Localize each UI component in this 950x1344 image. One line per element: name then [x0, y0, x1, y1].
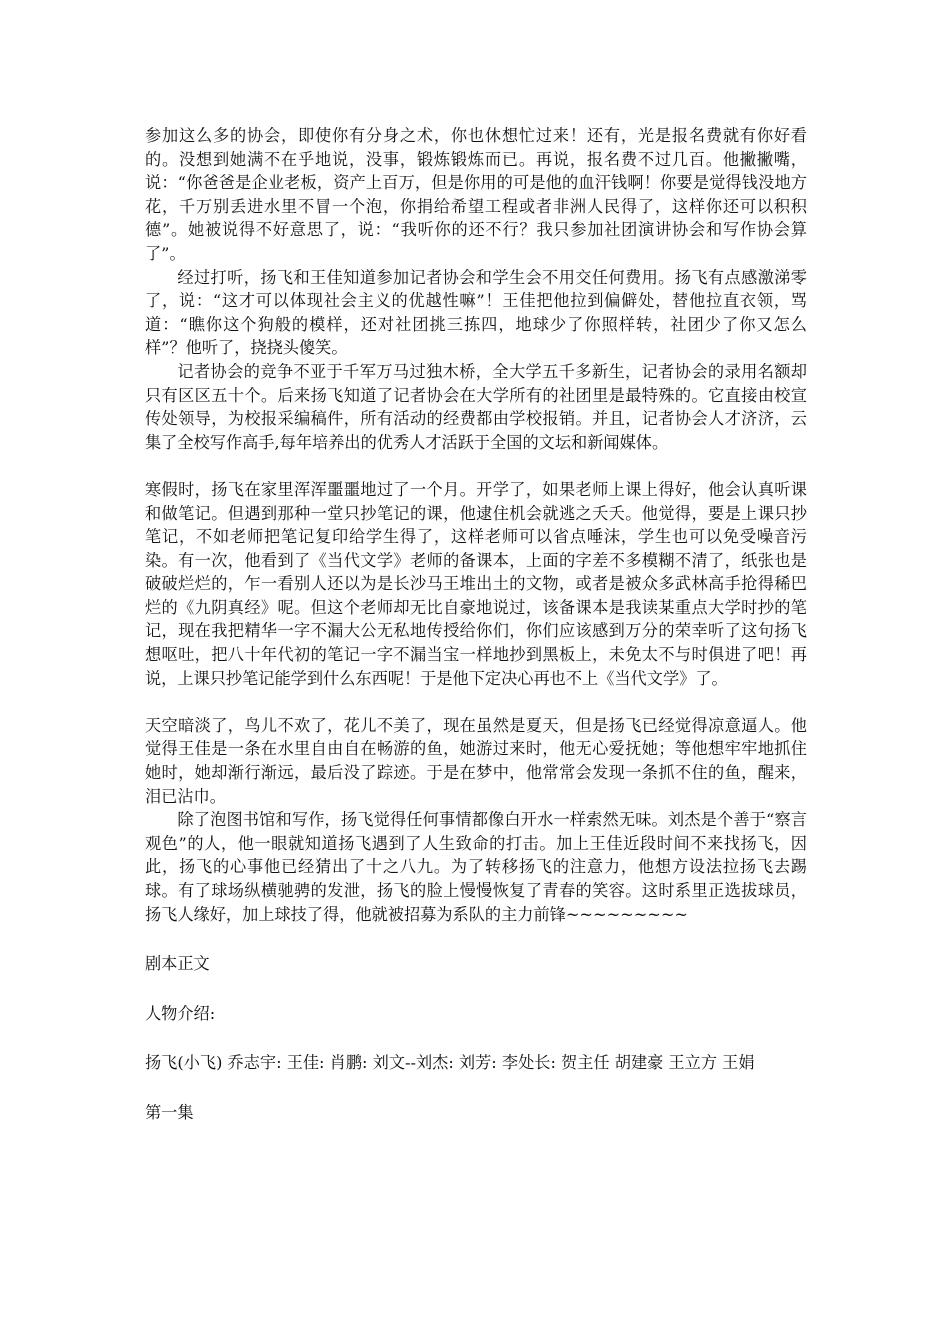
- paragraph-3: 记者协会的竞争不亚于千军万马过独木桥，全大学五千多新生，记者协会的录用名额却只有区区五十个。后来扬飞知道了记者协会在大学所有的社团里是最特殊的。它直接由校宣传处领导，为校报采编稿件，所有活动的经费都由学校报销。并且，记者协会人才济济，云集了全校写作高手,每年培养出的优秀人才活跃于全国的文坛和新闻媒体。: [145, 361, 807, 452]
- document-page: [145, 124, 807, 1125]
- episode-heading: 第一集: [145, 1102, 194, 1122]
- paragraph-4: 寒假时，扬飞在家里浑浑噩噩地过了一个月。开学了，如果老师上课上得好，他会认真听课和做笔记。但遇到那种一堂只抄笔记的课，他逮住机会就逃之夭夭。他觉得，要是上课只抄笔记，不如老师把笔记复印给学生得了，这样老师可以省点唾沫，学生也可以免受噪音污染。有一次，他看到了《当代文学》老师的备课本，上面的字差不多模糊不清了，纸张也是破破烂烂的，乍一看别人还以为是长沙马王堆出土的文物，或者是被众多武林高手抢得稀巴烂的《九阴真经》呢。但这个老师却无比自豪地说过，该备课本是我读某重点大学时抄的笔记，现在我把精华一字不漏大公无私地传授给你们，你们应该感到万分的荣幸听了这句扬飞想呕吐，把八十年代初的笔记一字不漏当宝一样地抄到黑板上，未免太不与时俱进了吧！再说，上课只抄笔记能学到什么东西呢！于是他下定决心再也不上《当代文学》了。: [145, 479, 807, 688]
- characters-heading: 人物介绍:: [145, 1003, 216, 1023]
- paragraph-2: 经过打听，扬飞和王佳知道参加记者协会和学生会不用交任何费用。扬飞有点感激涕零了，说：“这才可以体现社会主义的优越性嘛”！王佳把他拉到偏僻处，替他拉直衣领，骂道：“瞧你这个狗般的模样，还对社团挑三拣四，地球少了你照样转，社团少了你又怎么样”？他听了，挠挠头傻笑。: [145, 267, 807, 358]
- script-body-heading: 剧本正文: [145, 954, 210, 974]
- character-list: 扬飞(小飞) 乔志宇: 王佳: 肖鹏: 刘文--刘杰: 刘芳: 李处长: 贺主任 胡建豪 王立方 王娟: [145, 1053, 755, 1073]
- paragraph-1: 参加这么多的协会，即使你有分身之术，你也休想忙过来！还有，光是报名费就有你好看的。没想到她满不在乎地说，没事，锻炼锻炼而已。再说，报名费不过几百。他撇撇嘴，说：“你爸爸是企业老板，资产上百万，但是你用的可是他的血汗钱啊！你要是觉得钱没地方花，千万别丢进水里不冒一个泡，你捐给希望工程或者非洲人民得了，这样你还可以积积德”。她被说得不好意思了，说：“我听你的还不行？我只参加社团演讲协会和写作协会算了”。: [145, 126, 807, 263]
- paragraph-6: 除了泡图书馆和写作，扬飞觉得任何事情都像白开水一样索然无味。刘杰是个善于“察言观色”的人，他一眼就知道扬飞遇到了人生致命的打击。加上王佳近段时间不来找扬飞，因此，扬飞的心事他已经猜出了十之八九。为了转移扬飞的注意力，他想方设法拉扬飞去踢球。有了球场纵横驰骋的发泄，扬飞的脸上慢慢恢复了青春的笑容。这时系里正选拔球员，扬飞人缘好，加上球技了得，他就被招募为系队的主力前锋~~~~~~~~~: [145, 810, 807, 924]
- paragraph-5: 天空暗淡了，鸟儿不欢了，花儿不美了，现在虽然是夏天，但是扬飞已经觉得凉意逼人。他觉得王佳是一条在水里自由自在畅游的鱼，她游过来时，他无心爱抚她；等他想牢牢地抓住她时，她却渐行渐远，最后没了踪迹。于是在梦中，他常常会发现一条抓不住的鱼，醒来，泪已沾巾。: [145, 715, 807, 806]
